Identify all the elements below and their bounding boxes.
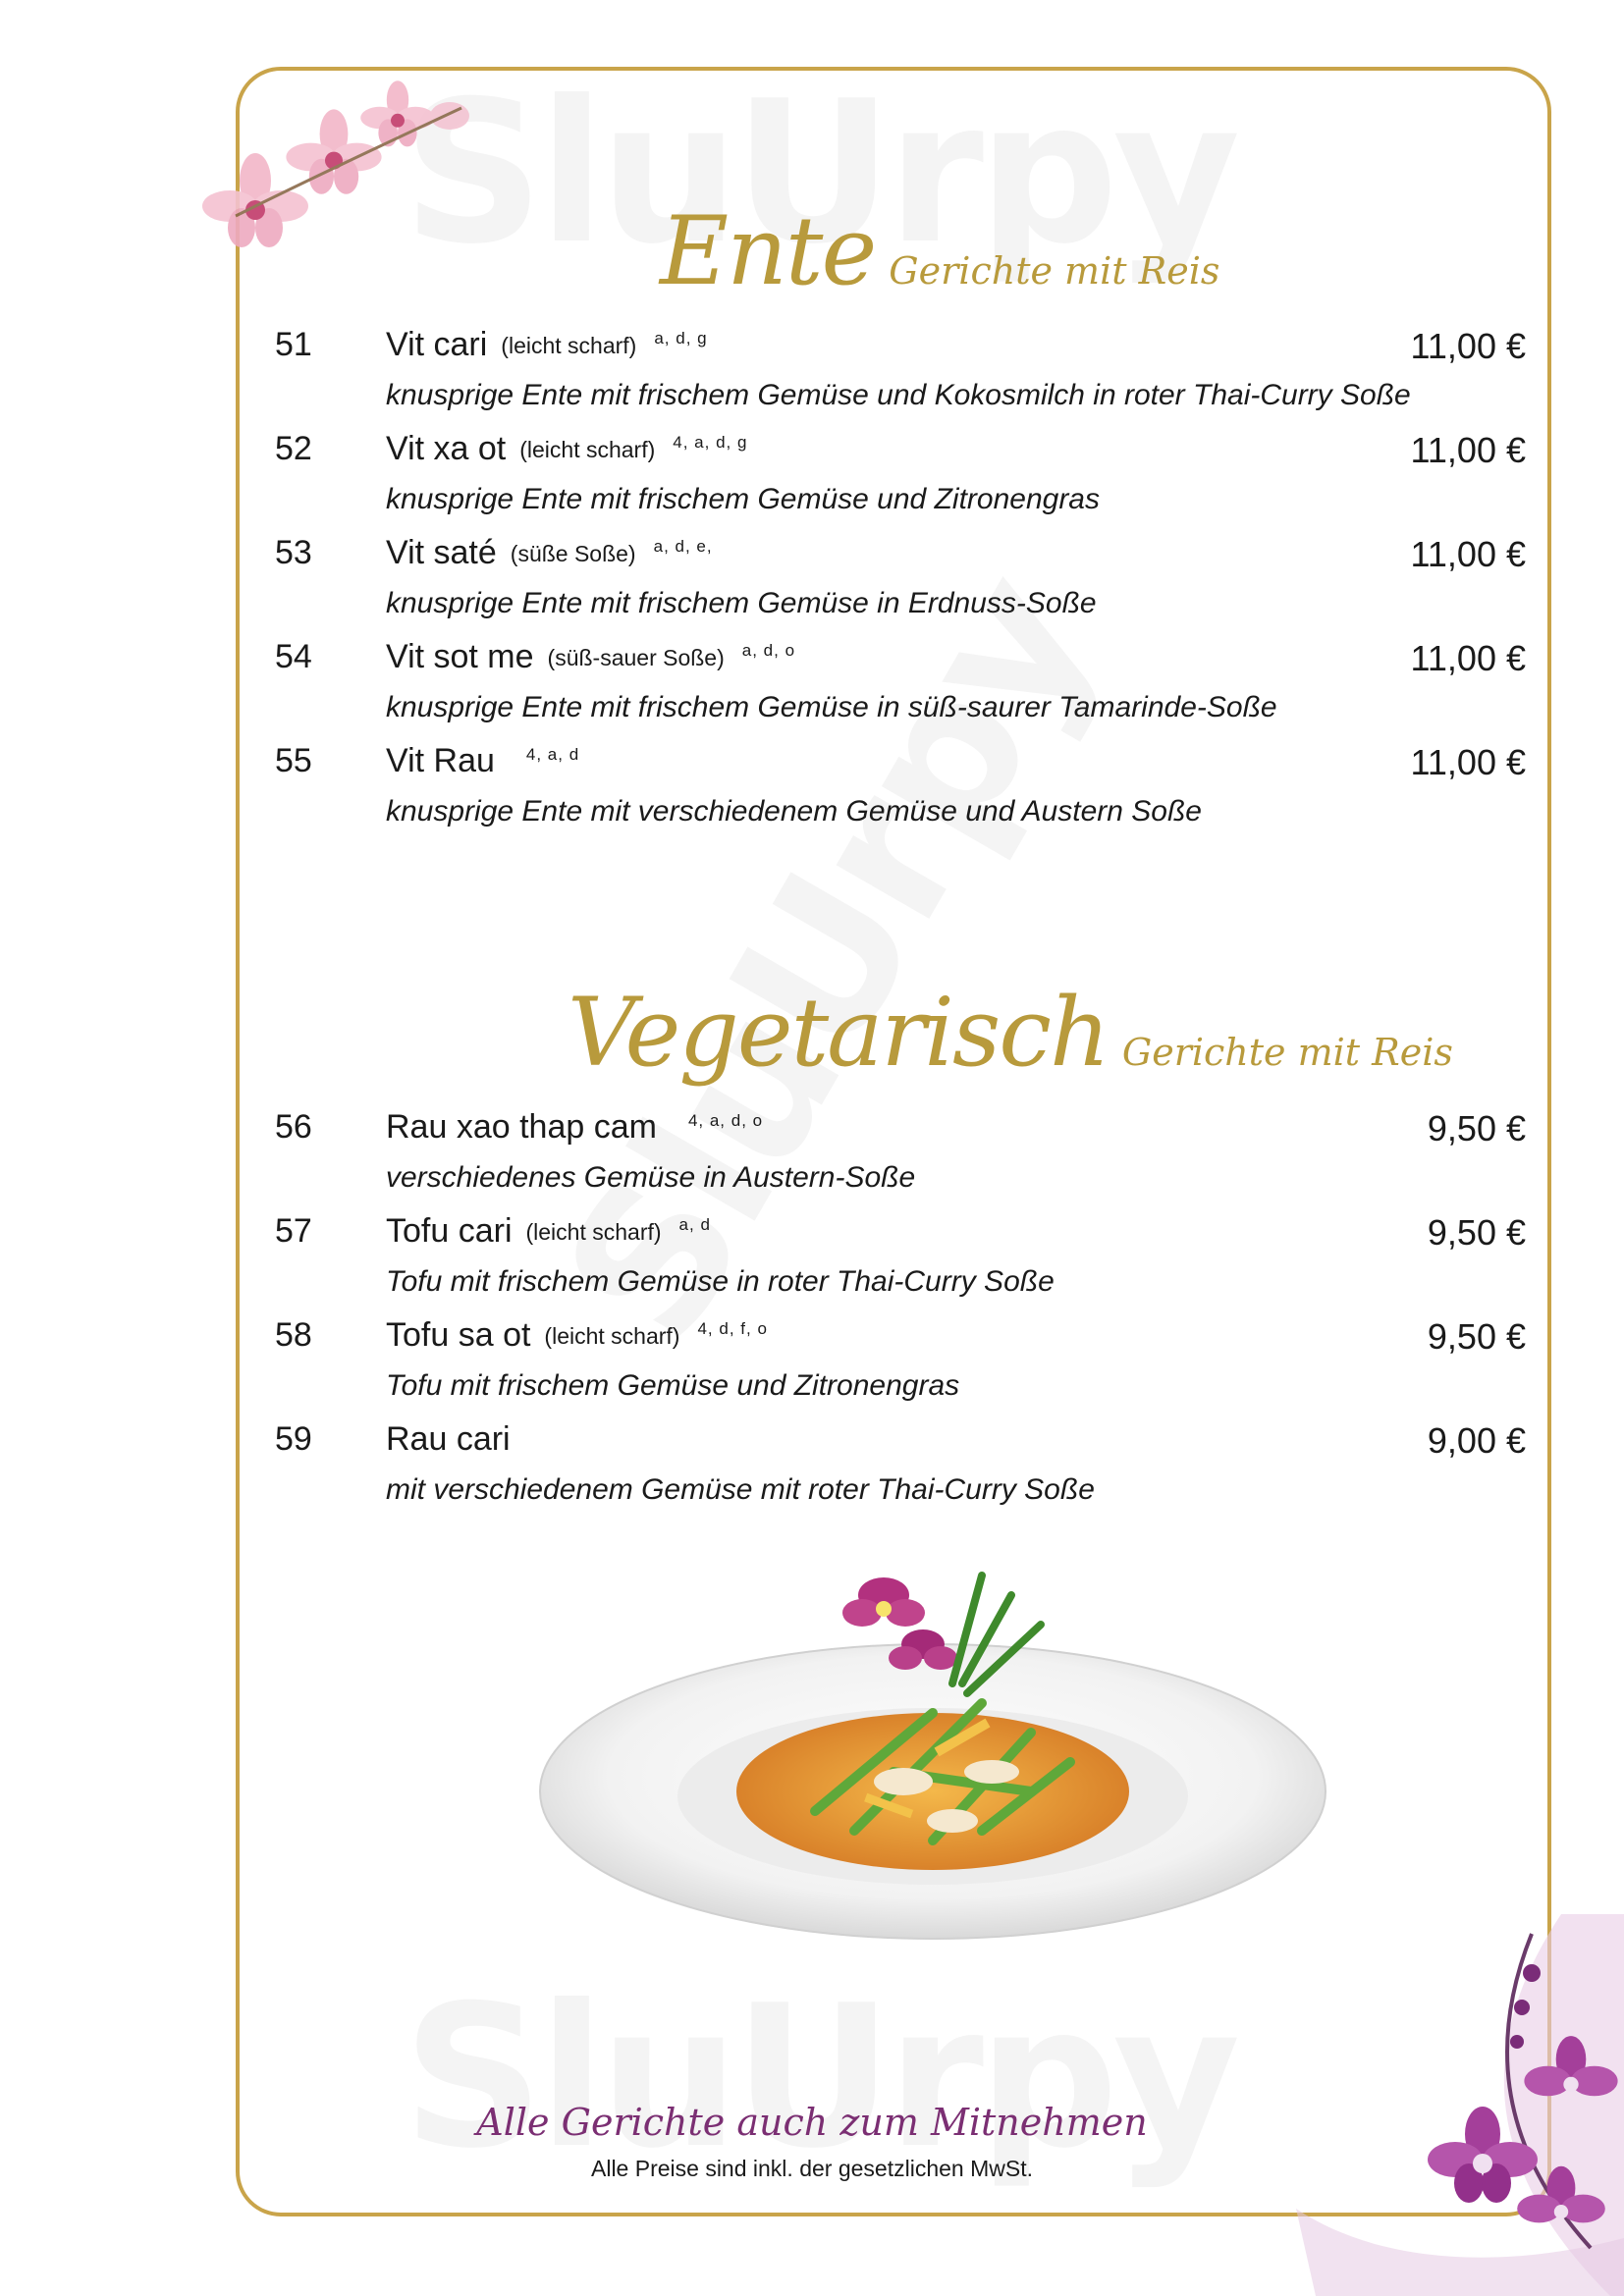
item-number: 58 <box>275 1316 312 1354</box>
item-note: (leicht scharf) <box>501 333 637 358</box>
item-description: knusprige Ente mit frischem Gemüse in Erdnuss-Soße <box>386 587 1097 619</box>
item-note: (leicht scharf) <box>525 1219 662 1245</box>
item-number: 53 <box>275 534 312 571</box>
item-name: Vit saté (süße Soße) $^{a, d, e,}$ <box>386 534 713 571</box>
section-heading-ente <box>660 196 1219 306</box>
menu-item-51 <box>0 326 1624 430</box>
item-price: 11,00 € <box>1410 430 1526 470</box>
item-price: 11,00 € <box>1410 534 1526 574</box>
menu-item-53 <box>0 534 1624 638</box>
section-heading-vegetarisch <box>568 978 1453 1088</box>
item-note: (leicht scharf) <box>519 437 656 462</box>
item-allergens: 4, a, d, g <box>673 433 748 452</box>
item-description: Tofu mit frischem Gemüse in roter Thai-Curry Soße <box>386 1265 1055 1298</box>
item-name: Tofu sa ot (leicht scharf) $^{4, d, f, o}$ <box>386 1316 768 1354</box>
menu-item-59 <box>0 1420 1624 1524</box>
item-note: (leicht scharf) <box>544 1323 680 1349</box>
footer-takeaway: Alle Gerichte auch zum Mitnehmen <box>476 2101 1148 2144</box>
section-title: Ente <box>660 196 876 306</box>
item-description: Tofu mit frischem Gemüse und Zitronengras <box>386 1369 960 1402</box>
item-price: 11,00 € <box>1410 638 1526 678</box>
orchid-top-left-icon <box>196 69 491 265</box>
item-price: 9,50 € <box>1427 1316 1526 1357</box>
item-description: knusprige Ente mit verschiedenem Gemüse und Austern Soße <box>386 795 1202 828</box>
item-number: 56 <box>275 1108 312 1146</box>
item-name: Vit sot me (süß-sauer Soße) $^{a, d, o}$ <box>386 638 796 675</box>
item-price: 9,00 € <box>1427 1420 1526 1461</box>
item-note: (süße Soße) <box>510 541 636 566</box>
item-name: Tofu cari (leicht scharf) $^{a, d}$ <box>386 1212 711 1250</box>
item-number: 59 <box>275 1420 312 1458</box>
menu-item-56 <box>0 1108 1624 1212</box>
item-description: verschiedenes Gemüse in Austern-Soße <box>386 1161 916 1194</box>
item-price: 11,00 € <box>1410 326 1526 366</box>
item-description: knusprige Ente mit frischem Gemüse und Zitronengras <box>386 483 1100 515</box>
item-number: 57 <box>275 1212 312 1250</box>
item-allergens: 4, a, d <box>525 745 580 764</box>
item-name: Vit Rau $^{4, a, d}$ <box>386 742 580 779</box>
item-price: 9,50 € <box>1427 1212 1526 1253</box>
section-title: Vegetarisch <box>568 978 1109 1088</box>
item-allergens: a, d <box>678 1215 711 1234</box>
item-allergens: a, d, g <box>654 329 708 347</box>
menu-item-55 <box>0 742 1624 846</box>
section-subtitle: Gerichte mit Reis <box>889 249 1220 293</box>
item-number: 51 <box>275 326 312 363</box>
item-price: 11,00 € <box>1410 742 1526 782</box>
item-description: mit verschiedenem Gemüse mit roter Thai-Curry Soße <box>386 1473 1095 1506</box>
menu-item-58 <box>0 1316 1624 1420</box>
item-name: Rau cari <box>386 1420 511 1458</box>
item-description: knusprige Ente mit frischem Gemüse und Kokosmilch in roter Thai-Curry Soße <box>386 379 1411 411</box>
footer-vat-note: Alle Preise sind inkl. der gesetzlichen MwSt. <box>591 2156 1033 2181</box>
item-allergens: 4, a, d, o <box>687 1111 764 1130</box>
item-description: knusprige Ente mit frischem Gemüse in süß-saurer Tamarinde-Soße <box>386 691 1277 723</box>
item-number: 54 <box>275 638 312 675</box>
item-note: (süß-sauer Soße) <box>547 645 725 670</box>
item-name: Vit xa ot (leicht scharf) $^{4, a, d, g}$ <box>386 430 748 467</box>
menu-item-54 <box>0 638 1624 742</box>
menu-item-57 <box>0 1212 1624 1316</box>
section-subtitle: Gerichte mit Reis <box>1121 1031 1453 1074</box>
item-allergens: 4, d, f, o <box>697 1319 768 1338</box>
item-number: 52 <box>275 430 312 467</box>
menu-item-52 <box>0 430 1624 534</box>
item-price: 9,50 € <box>1427 1108 1526 1148</box>
item-name: Rau xao thap cam $^{4, a, d, o}$ <box>386 1108 764 1146</box>
item-allergens: a, d, e, <box>653 537 713 556</box>
item-allergens: a, d, o <box>741 641 796 660</box>
item-name: Vit cari (leicht scharf) $^{a, d, g}$ <box>386 326 708 363</box>
dish-photo-icon <box>520 1536 1345 1949</box>
item-number: 55 <box>275 742 312 779</box>
